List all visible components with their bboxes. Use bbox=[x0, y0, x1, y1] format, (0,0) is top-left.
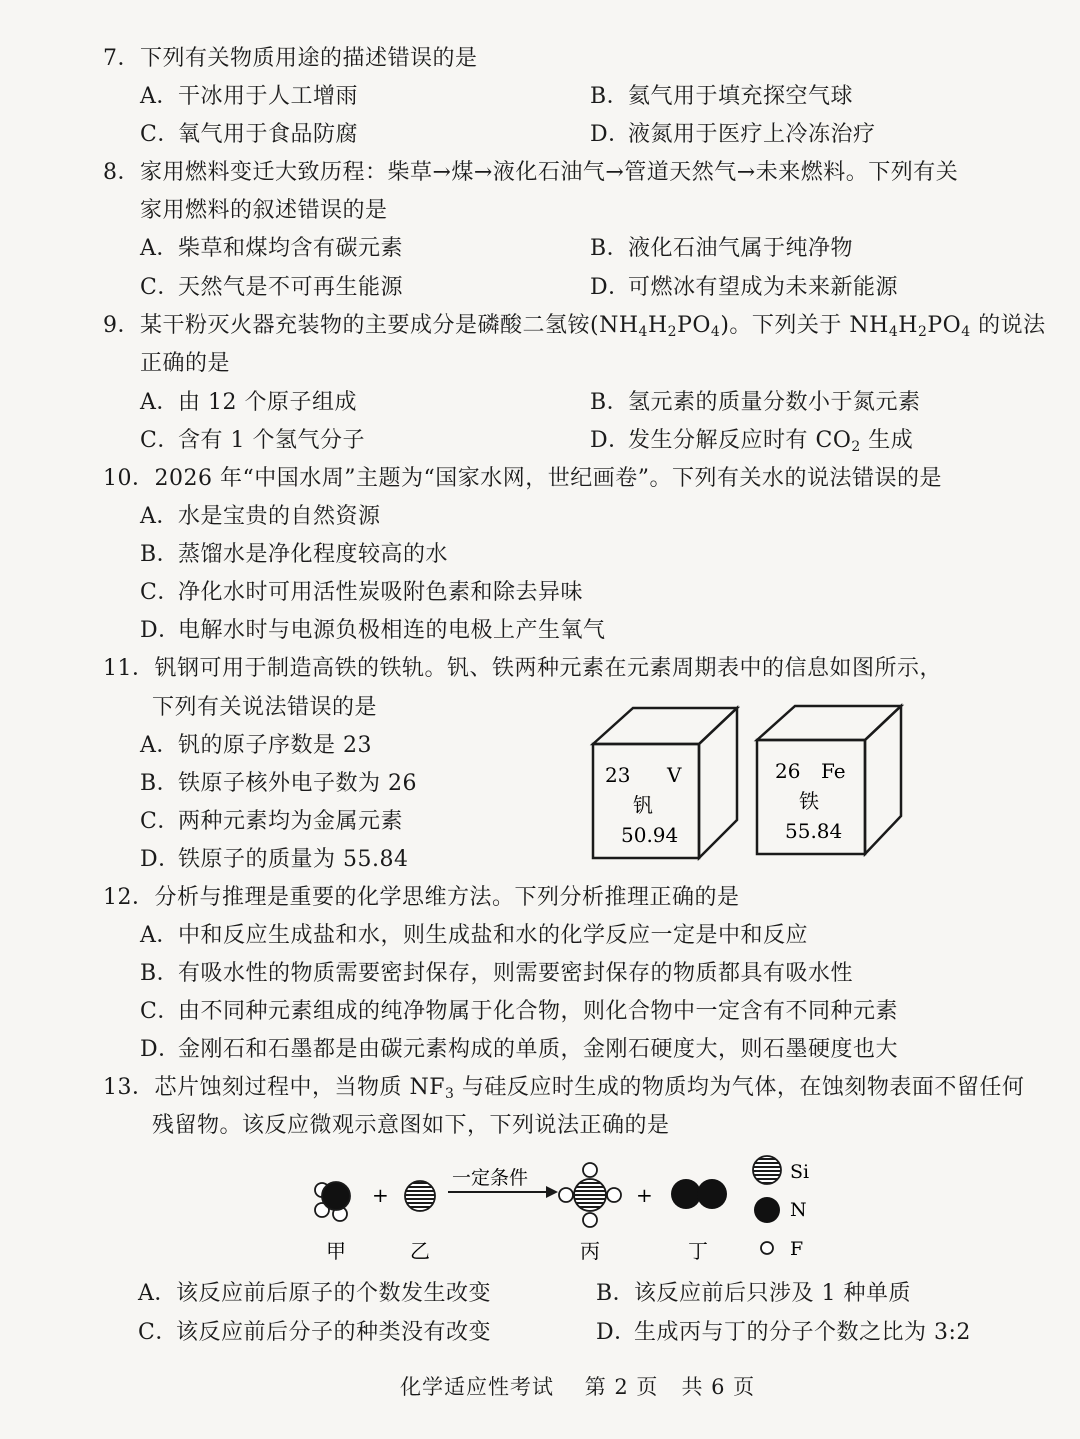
q7-option-d[interactable] bbox=[590, 120, 876, 150]
q11-option-c[interactable] bbox=[140, 807, 403, 837]
stem-text: PO bbox=[927, 313, 962, 338]
option-text: 生成 bbox=[860, 428, 914, 453]
n-atom bbox=[697, 1179, 727, 1209]
element-cubes-figure bbox=[585, 700, 915, 870]
option-text: 含有 1 个氢气分子 bbox=[178, 428, 365, 453]
question-number: 7． bbox=[103, 46, 140, 71]
stem-text: 的说法 bbox=[970, 313, 1046, 338]
cube-side-face bbox=[699, 708, 737, 858]
f-atom bbox=[559, 1188, 573, 1202]
option-text: 铁原子核外电子数为 26 bbox=[178, 771, 417, 796]
n-atom bbox=[322, 1182, 350, 1210]
option-letter: A． bbox=[140, 390, 179, 415]
q8-option-b[interactable] bbox=[590, 234, 853, 264]
f-atom bbox=[583, 1163, 597, 1177]
option-text: 天然气是不可再生能源 bbox=[178, 275, 404, 300]
q7-option-a[interactable] bbox=[140, 82, 358, 112]
stem-text: 芯片蚀刻过程中，当物质 NF bbox=[154, 1075, 446, 1100]
footer-exam-title: 化学适应性考试 bbox=[400, 1375, 554, 1399]
option-letter: B． bbox=[140, 771, 180, 796]
question-number: 11． bbox=[103, 656, 155, 681]
q11-option-d[interactable] bbox=[140, 845, 408, 875]
option-text: 液氮用于医疗上冷冻治疗 bbox=[628, 122, 876, 147]
option-letter: A． bbox=[140, 504, 179, 529]
question-8-stem bbox=[103, 158, 958, 188]
option-text: 氢元素的质量分数小于氮元素 bbox=[628, 390, 921, 415]
option-text: 液化石油气属于纯净物 bbox=[628, 236, 854, 261]
option-letter: D． bbox=[590, 122, 631, 147]
label-bing: 丙 bbox=[580, 1239, 600, 1263]
option-letter: B． bbox=[590, 390, 630, 415]
stem-text: 与硅反应时生成的物质均为气体，在蚀刻物表面不留任何 bbox=[454, 1075, 1025, 1100]
option-text: 有吸水性的物质需要密封保存，则需要密封保存的物质都具有吸水性 bbox=[178, 961, 854, 986]
option-text: 该反应前后只涉及 1 种单质 bbox=[634, 1281, 911, 1306]
option-letter: C． bbox=[140, 275, 180, 300]
q13-option-a[interactable] bbox=[138, 1279, 491, 1309]
q9-option-d[interactable] bbox=[590, 426, 913, 456]
reaction-diagram bbox=[300, 1150, 820, 1265]
option-letter: B． bbox=[590, 236, 630, 261]
stem-text: 钒钢可用于制造高铁的铁轨。钒、铁两种元素在元素周期表中的信息如图所示， bbox=[154, 656, 943, 681]
subscript: 3 bbox=[445, 1086, 455, 1102]
q7-option-c[interactable] bbox=[140, 120, 358, 150]
subscript: 2 bbox=[917, 324, 928, 340]
option-text: 该反应前后分子的种类没有改变 bbox=[176, 1320, 492, 1345]
subscript: 4 bbox=[638, 324, 648, 340]
option-text: 蒸馏水是净化程度较高的水 bbox=[178, 542, 449, 567]
iron-number: 26 bbox=[775, 759, 801, 783]
q11-option-b[interactable] bbox=[140, 769, 417, 799]
legend-n-label: N bbox=[790, 1199, 807, 1221]
q7-option-b[interactable] bbox=[590, 82, 853, 112]
vanadium-symbol: V bbox=[667, 763, 682, 787]
option-text: 可燃冰有望成为未来新能源 bbox=[628, 275, 899, 300]
option-letter: B． bbox=[590, 84, 630, 109]
q8-option-a[interactable] bbox=[140, 234, 403, 264]
option-letter: D． bbox=[590, 275, 631, 300]
stem-text: PO bbox=[677, 313, 711, 338]
molecule-ding bbox=[671, 1179, 727, 1209]
cube-top-face bbox=[757, 706, 901, 740]
stem-text: 分析与推理是重要的化学思维方法。下列分析推理正确的是 bbox=[154, 885, 740, 910]
stem-text: 某干粉灭火器充装物的主要成分是磷酸二氢铵(NH bbox=[140, 313, 639, 338]
stem-text: 2026 年“中国水周”主题为“国家水网，世纪画卷”。下列有关水的说法错误的是 bbox=[154, 466, 942, 491]
vanadium-mass: 50.94 bbox=[621, 823, 679, 847]
label-yi: 乙 bbox=[410, 1239, 430, 1263]
option-letter: C． bbox=[140, 122, 180, 147]
question-number: 8． bbox=[103, 160, 140, 185]
option-text: 由 12 个原子组成 bbox=[178, 390, 357, 415]
q8-option-d[interactable] bbox=[590, 273, 898, 303]
footer-total-pages: 共 6 页 bbox=[681, 1375, 756, 1399]
option-text: 中和反应生成盐和水，则生成盐和水的化学反应一定是中和反应 bbox=[178, 923, 809, 948]
option-text: 氧气用于食品防腐 bbox=[178, 122, 359, 147]
iron-symbol: Fe bbox=[821, 759, 846, 783]
f-atom bbox=[607, 1188, 621, 1202]
option-letter: C． bbox=[140, 428, 180, 453]
question-number: 9． bbox=[103, 313, 140, 338]
q9-option-b[interactable] bbox=[590, 388, 921, 418]
legend-f-label: F bbox=[790, 1238, 804, 1260]
cube-side-face bbox=[865, 706, 901, 854]
option-letter: A． bbox=[140, 923, 179, 948]
q8-option-c[interactable] bbox=[140, 273, 403, 303]
option-text: 氦气用于填充探空气球 bbox=[628, 84, 854, 109]
subscript: 4 bbox=[961, 324, 971, 340]
n-atom bbox=[671, 1179, 701, 1209]
question-9-stem-line2: 正确的是 bbox=[140, 351, 231, 376]
q9-option-c[interactable] bbox=[140, 426, 365, 456]
cube-top-face bbox=[593, 708, 737, 744]
question-10-stem bbox=[103, 464, 942, 494]
option-letter: B． bbox=[140, 961, 180, 986]
question-number: 10． bbox=[103, 466, 155, 491]
label-jia: 甲 bbox=[326, 1239, 346, 1263]
molecule-bing bbox=[559, 1163, 621, 1227]
subscript: 2 bbox=[851, 439, 861, 455]
option-text: 金刚石和石墨都是由碳元素构成的单质，金刚石硬度大，则石墨硬度也大 bbox=[178, 1037, 899, 1062]
iron-name: 铁 bbox=[799, 789, 819, 813]
option-letter: C． bbox=[140, 580, 180, 605]
option-text: 水是宝贵的自然资源 bbox=[178, 504, 381, 529]
vanadium-name: 钒 bbox=[633, 793, 653, 817]
question-12-stem bbox=[103, 883, 740, 913]
option-text: 柴草和煤均含有碳元素 bbox=[178, 236, 404, 261]
molecule-yi-si-atom bbox=[405, 1181, 435, 1211]
legend-f-symbol bbox=[761, 1242, 773, 1254]
option-text: 由不同种元素组成的纯净物属于化合物，则化合物中一定含有不同种元素 bbox=[178, 999, 899, 1024]
option-letter: C． bbox=[140, 809, 180, 834]
question-11-stem-line2: 下列有关说法错误的是 bbox=[152, 695, 378, 720]
plus-sign: + bbox=[372, 1183, 389, 1207]
q12-option-d[interactable] bbox=[140, 1035, 898, 1065]
stem-text: H bbox=[898, 313, 918, 338]
stem-text: )。下列关于 NH bbox=[720, 313, 889, 338]
option-text: 净化水时可用活性炭吸附色素和除去异味 bbox=[178, 580, 584, 605]
f-atom bbox=[583, 1213, 597, 1227]
q10-option-d[interactable] bbox=[140, 616, 606, 646]
q10-option-b[interactable] bbox=[140, 540, 448, 570]
stem-text: 家用燃料变迁大致历程：柴草→煤→液化石油气→管道天然气→未来燃料。下列有关 bbox=[140, 160, 959, 185]
option-text: 生成丙与丁的分子个数之比为 3:2 bbox=[634, 1320, 971, 1345]
legend-si-label: Si bbox=[790, 1161, 810, 1183]
subscript: 2 bbox=[667, 324, 678, 340]
subscript: 4 bbox=[710, 324, 721, 340]
option-letter: D． bbox=[140, 618, 181, 643]
option-letter: C． bbox=[138, 1320, 178, 1345]
option-letter: A． bbox=[138, 1281, 177, 1306]
reaction-condition: 一定条件 bbox=[452, 1167, 529, 1189]
question-number: 12． bbox=[103, 885, 155, 910]
option-text: 发生分解反应时有 CO bbox=[628, 428, 852, 453]
q11-option-a[interactable] bbox=[140, 731, 372, 761]
stem-text: H bbox=[647, 313, 668, 338]
q10-option-a[interactable] bbox=[140, 502, 381, 532]
question-13-stem bbox=[103, 1073, 1024, 1103]
molecule-jia bbox=[315, 1182, 350, 1221]
option-letter: B． bbox=[140, 542, 180, 567]
option-text: 该反应前后原子的个数发生改变 bbox=[176, 1281, 492, 1306]
option-text: 钒的原子序数是 23 bbox=[178, 733, 372, 758]
q12-option-a[interactable] bbox=[140, 921, 808, 951]
question-13-stem-line2: 残留物。该反应微观示意图如下，下列说法正确的是 bbox=[152, 1113, 670, 1138]
legend-n-symbol bbox=[754, 1197, 780, 1223]
q9-option-a[interactable] bbox=[140, 388, 357, 418]
option-text: 铁原子的质量为 55.84 bbox=[178, 847, 409, 872]
iron-mass: 55.84 bbox=[785, 819, 843, 843]
plus-sign: + bbox=[636, 1183, 653, 1207]
q10-option-c[interactable] bbox=[140, 578, 583, 608]
option-letter: A． bbox=[140, 236, 179, 261]
option-letter: D． bbox=[590, 428, 631, 453]
page-footer bbox=[400, 1372, 755, 1402]
question-number: 13． bbox=[103, 1075, 155, 1100]
q13-option-d[interactable] bbox=[596, 1318, 971, 1348]
question-8-stem-line2: 家用燃料的叙述错误的是 bbox=[140, 198, 388, 223]
option-text: 电解水时与电源负极相连的电极上产生氧气 bbox=[178, 618, 606, 643]
question-11-stem bbox=[103, 654, 942, 684]
q13-option-c[interactable] bbox=[138, 1318, 491, 1348]
vanadium-number: 23 bbox=[605, 763, 631, 787]
q12-option-b[interactable] bbox=[140, 959, 853, 989]
q13-option-b[interactable] bbox=[596, 1279, 911, 1309]
label-ding: 丁 bbox=[688, 1239, 708, 1263]
option-letter: B． bbox=[596, 1281, 636, 1306]
option-letter: D． bbox=[596, 1320, 637, 1345]
option-letter: A． bbox=[140, 84, 179, 109]
footer-page-number: 第 2 页 bbox=[584, 1375, 659, 1399]
q12-option-c[interactable] bbox=[140, 997, 898, 1027]
si-atom bbox=[574, 1179, 606, 1211]
question-7-stem bbox=[103, 44, 478, 74]
option-text: 两种元素均为金属元素 bbox=[178, 809, 404, 834]
option-letter: D． bbox=[140, 1037, 181, 1062]
subscript: 4 bbox=[888, 324, 899, 340]
question-9-stem bbox=[103, 311, 1046, 341]
legend-si-symbol bbox=[753, 1156, 781, 1184]
reaction-arrow-head bbox=[546, 1186, 558, 1198]
option-letter: A． bbox=[140, 733, 179, 758]
option-letter: C． bbox=[140, 999, 180, 1024]
stem-text: 下列有关物质用途的描述错误的是 bbox=[140, 46, 478, 71]
option-text: 干冰用于人工增雨 bbox=[178, 84, 359, 109]
option-letter: D． bbox=[140, 847, 181, 872]
